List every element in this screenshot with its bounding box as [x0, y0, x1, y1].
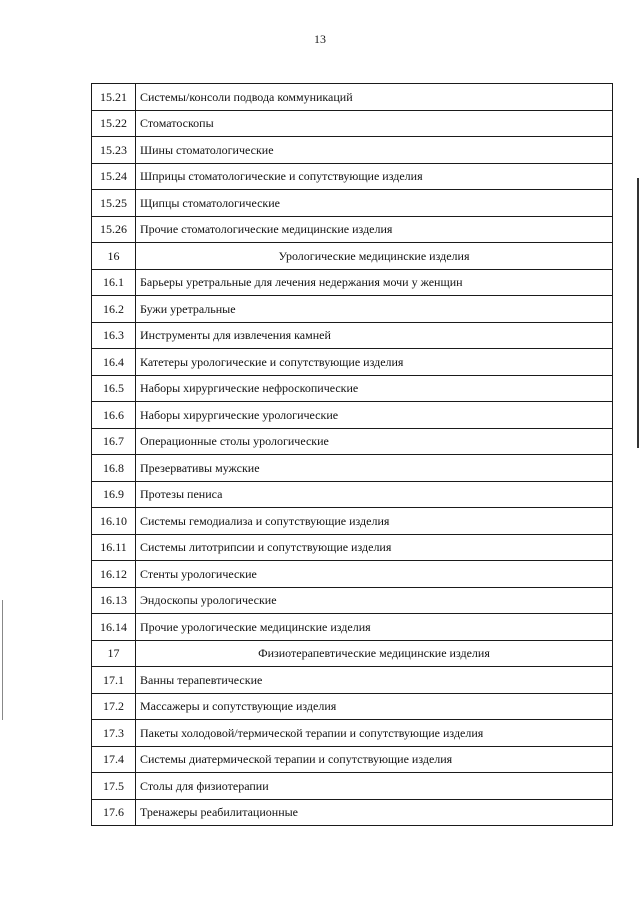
section-header-row [92, 243, 613, 270]
row-title: Столы для физиотерапии [136, 773, 613, 800]
row-title: Катетеры урологические и сопутствующие изделия [136, 349, 613, 376]
table-row [92, 190, 613, 217]
scan-edge-mark [2, 600, 3, 720]
row-title: Системы/консоли подвода коммуникаций [136, 84, 613, 111]
row-title: Шины стоматологические [136, 137, 613, 164]
section-header-row [92, 640, 613, 667]
table-row [92, 799, 613, 826]
row-title: Бужи уретральные [136, 296, 613, 323]
row-title: Протезы пениса [136, 481, 613, 508]
row-number: 16.3 [92, 322, 136, 349]
table-row [92, 508, 613, 535]
document-table [91, 83, 613, 826]
row-title: Системы гемодиализа и сопутствующие изделия [136, 508, 613, 535]
table-row [92, 110, 613, 137]
table-row [92, 349, 613, 376]
table-body [92, 84, 613, 826]
row-title: Системы диатермической терапии и сопутствующие изделия [136, 746, 613, 773]
row-number: 16.8 [92, 455, 136, 482]
table-row [92, 137, 613, 164]
row-number: 16 [92, 243, 136, 270]
row-title: Наборы хирургические урологические [136, 402, 613, 429]
row-title: Инструменты для извлечения камней [136, 322, 613, 349]
row-number: 16.4 [92, 349, 136, 376]
row-number: 17.3 [92, 720, 136, 747]
row-title: Тренажеры реабилитационные [136, 799, 613, 826]
row-number: 15.23 [92, 137, 136, 164]
table-row [92, 534, 613, 561]
row-title: Прочие урологические медицинские изделия [136, 614, 613, 641]
table-row [92, 746, 613, 773]
row-number: 15.26 [92, 216, 136, 243]
row-number: 15.22 [92, 110, 136, 137]
page-number: 13 [314, 32, 326, 46]
row-number: 16.7 [92, 428, 136, 455]
row-title: Операционные столы урологические [136, 428, 613, 455]
row-number: 17.5 [92, 773, 136, 800]
row-number: 16.13 [92, 587, 136, 614]
row-title: Массажеры и сопутствующие изделия [136, 693, 613, 720]
row-number: 17.1 [92, 667, 136, 694]
row-number: 17 [92, 640, 136, 667]
row-number: 16.14 [92, 614, 136, 641]
row-number: 16.5 [92, 375, 136, 402]
table-row [92, 269, 613, 296]
row-number: 15.21 [92, 84, 136, 111]
table-row [92, 375, 613, 402]
table-row [92, 481, 613, 508]
row-number: 16.1 [92, 269, 136, 296]
row-number: 16.11 [92, 534, 136, 561]
row-title: Наборы хирургические нефроскопические [136, 375, 613, 402]
row-title: Барьеры уретральные для лечения недержания мочи у женщин [136, 269, 613, 296]
row-number: 15.24 [92, 163, 136, 190]
table-row [92, 296, 613, 323]
row-number: 17.6 [92, 799, 136, 826]
row-number: 16.2 [92, 296, 136, 323]
row-title: Щипцы стоматологические [136, 190, 613, 217]
row-number: 15.25 [92, 190, 136, 217]
table-row [92, 720, 613, 747]
row-number: 16.10 [92, 508, 136, 535]
row-title: Системы литотрипсии и сопутствующие изделия [136, 534, 613, 561]
section-title: Физиотерапевтические медицинские изделия [136, 640, 613, 667]
row-title: Ванны терапевтические [136, 667, 613, 694]
table-row [92, 693, 613, 720]
row-number: 16.9 [92, 481, 136, 508]
row-number: 16.12 [92, 561, 136, 588]
row-title: Эндоскопы урологические [136, 587, 613, 614]
table-row [92, 84, 613, 111]
table-row [92, 587, 613, 614]
scan-edge-mark [637, 178, 639, 448]
table-row [92, 561, 613, 588]
table-row [92, 322, 613, 349]
table-row [92, 402, 613, 429]
row-title: Шприцы стоматологические и сопутствующие изделия [136, 163, 613, 190]
row-title: Стенты урологические [136, 561, 613, 588]
table-row [92, 216, 613, 243]
row-number: 16.6 [92, 402, 136, 429]
table-row [92, 773, 613, 800]
table-row [92, 163, 613, 190]
row-title: Прочие стоматологические медицинские изделия [136, 216, 613, 243]
row-title: Презервативы мужские [136, 455, 613, 482]
row-number: 17.2 [92, 693, 136, 720]
table-row [92, 667, 613, 694]
row-title: Пакеты холодовой/термической терапии и сопутствующие изделия [136, 720, 613, 747]
row-number: 17.4 [92, 746, 136, 773]
table-row [92, 614, 613, 641]
table-row [92, 428, 613, 455]
table-row [92, 455, 613, 482]
section-title: Урологические медицинские изделия [136, 243, 613, 270]
row-title: Стоматоскопы [136, 110, 613, 137]
